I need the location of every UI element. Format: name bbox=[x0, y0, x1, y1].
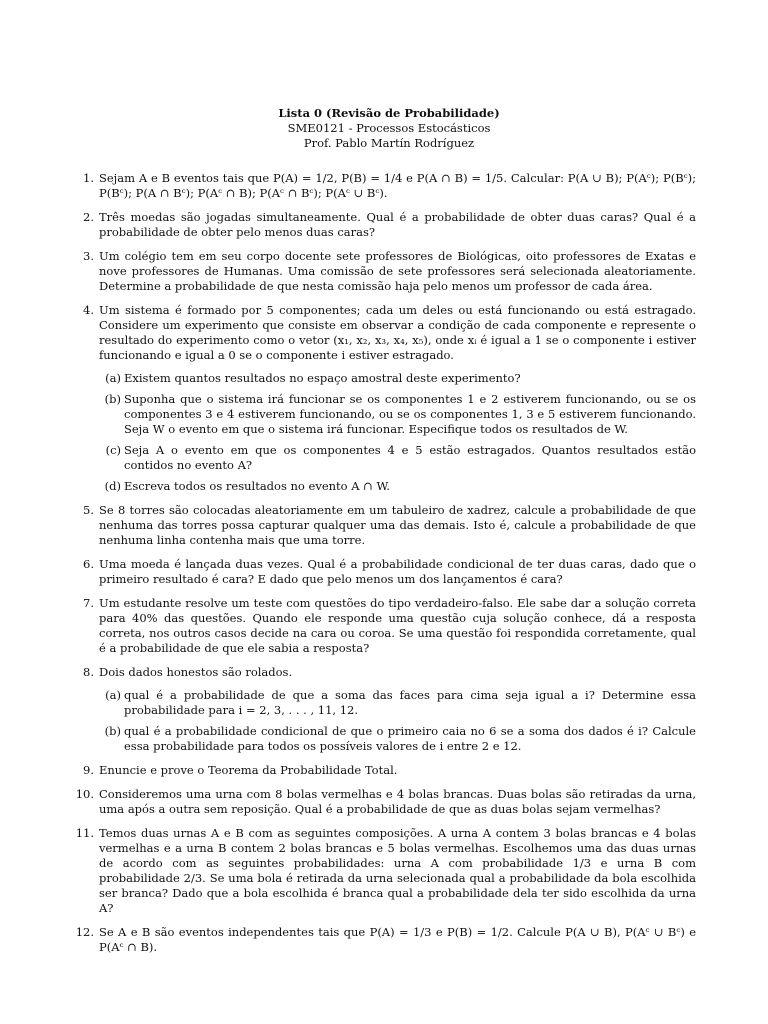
exercise-number: 3. bbox=[83, 249, 94, 263]
exercise-5 bbox=[82, 503, 696, 548]
exercise-7 bbox=[82, 596, 696, 656]
exercise-number: 9. bbox=[83, 763, 94, 777]
subitem-label: (d) bbox=[104, 479, 121, 493]
document-title: Lista 0 (Revisão de Probabilidade) bbox=[278, 106, 500, 120]
exercise-number: 6. bbox=[83, 557, 94, 571]
exercise-text: Se 8 torres são colocadas aleatoriamente em um tabuleiro de xadrez, calcule a probabilidade de que nenhuma das torres possa capturar qualquer uma das demais. Isto é, calcule a probabilidade de que nenhuma linha contenha mais que uma torre. bbox=[99, 503, 696, 547]
exercise-text: Uma moeda é lançada duas vezes. Qual é a probabilidade condicional de ter duas caras, dado que o primeiro resultado é cara? E dado que pelo menos um dos lançamentos é cara? bbox=[99, 557, 696, 586]
exercise-text: Enuncie e prove o Teorema da Probabilidade Total. bbox=[99, 763, 398, 777]
exercise-text: Um sistema é formado por 5 componentes; cada um deles ou está funcionando ou está estragado. Considere um experimento que consiste em observar a condição de cada componente e represente o resultado do experimento como o vetor (x₁, x₂, x₃, x₄, x₅), onde xᵢ é igual a 1 se o componente i estiver funcionando e igual a 0 se o componente i estiver estragado. bbox=[99, 303, 696, 362]
subitem-label: (a) bbox=[105, 371, 121, 385]
subitem-8a bbox=[99, 688, 696, 718]
course-name: SME0121 - Processos Estocásticos bbox=[287, 121, 491, 135]
exercise-4-subitems bbox=[99, 371, 696, 494]
exercise-10 bbox=[75, 787, 696, 817]
subitem-4b bbox=[99, 392, 696, 437]
exercise-text: Sejam A e B eventos tais que P(A) = 1/2, P(B) = 1/4 e P(A ∩ B) = 1/5. Calcular: P(A ∪ B); P(Aᶜ); P(Bᶜ); P(Bᶜ); P(A ∩ Bᶜ); P(Aᶜ ∩ B); P(Aᶜ ∩ Bᶜ); P(Aᶜ ∪ Bᶜ). bbox=[99, 171, 696, 200]
subitem-text: Suponha que o sistema irá funcionar se os componentes 1 e 2 estiverem funcionando, ou se os componentes 3 e 4 estiverem funcionando, ou se os componentes 1, 3 e 5 estiverem funcionando. Seja W o evento em que o sistema irá funcionar. Especifique todos os resultados de W. bbox=[124, 392, 696, 436]
subitem-text: Seja A o evento em que os componentes 4 e 5 estão estragados. Quantos resultados estão contidos no evento A? bbox=[124, 443, 696, 472]
exercise-6 bbox=[82, 557, 696, 587]
subitem-text: Existem quantos resultados no espaço amostral deste experimento? bbox=[124, 371, 521, 385]
subitem-8b bbox=[99, 724, 696, 754]
exercise-number: 5. bbox=[83, 503, 94, 517]
exercise-8-subitems bbox=[99, 688, 696, 754]
exercise-text: Um estudante resolve um teste com questões do tipo verdadeiro-falso. Ele sabe dar a solução correta para 40% das questões. Quando ele responde uma questão cuja solução conhece, dá a resposta correta, nos outros casos decide na cara ou coroa. Se uma questão foi respondida corretamente, qual é a probabilidade de que ele sabia a resposta? bbox=[99, 596, 696, 655]
exercise-number: 2. bbox=[83, 210, 94, 224]
subitem-label: (c) bbox=[105, 443, 121, 457]
document-header bbox=[82, 106, 696, 151]
subitem-4c bbox=[99, 443, 696, 473]
exercise-text: Consideremos uma urna com 8 bolas vermelhas e 4 bolas brancas. Duas bolas são retiradas da urna, uma após a outra sem reposição. Qual é a probabilidade de que as duas bolas sejam vermelhas? bbox=[99, 787, 696, 816]
exercise-number: 4. bbox=[83, 303, 94, 317]
professor-name: Prof. Pablo Martín Rodríguez bbox=[303, 136, 475, 150]
exercise-9 bbox=[82, 763, 696, 778]
exercise-number: 7. bbox=[83, 596, 94, 610]
exercise-8 bbox=[82, 665, 696, 754]
exercise-4 bbox=[82, 303, 696, 494]
exercise-3 bbox=[82, 249, 696, 294]
subitem-text: qual é a probabilidade de que a soma das faces para cima seja igual a i? Determine essa probabilidade para i = 2, 3, . . . , 11, 12. bbox=[124, 688, 696, 717]
exercise-text: Três moedas são jogadas simultaneamente. Qual é a probabilidade de obter duas caras? Qual é a probabilidade de obter pelo menos duas caras? bbox=[99, 210, 696, 239]
subitem-label: (b) bbox=[104, 392, 121, 406]
exercise-number: 12. bbox=[75, 925, 94, 939]
exercise-text: Se A e B são eventos independentes tais que P(A) = 1/3 e P(B) = 1/2. Calcule P(A ∪ B), P(Aᶜ ∪ Bᶜ) e P(Aᶜ ∩ B). bbox=[99, 925, 696, 954]
subitem-text: Escreva todos os resultados no evento A ∩ W. bbox=[124, 479, 390, 493]
exercise-text: Temos duas urnas A e B com as seguintes composições. A urna A contem 3 bolas brancas e 4 bolas vermelhas e a urna B contem 2 bolas brancas e 5 bolas vermelhas. Escolhemos uma das duas urnas de acordo com as seguintes probabilidades: urna A com probabilidade 1/3 e urna B com probabilidade 2/3. Se uma bola é retirada da urna selecionada qual a probabilidade da bola escolhida ser branca? Dado que a bola escolhida é branca qual a probabilidade dela ter sido escolhida da urna A? bbox=[99, 826, 696, 915]
exercise-number: 10. bbox=[75, 787, 94, 801]
subitem-label: (b) bbox=[104, 724, 121, 738]
exercise-list bbox=[75, 171, 696, 955]
exercise-text: Dois dados honestos são rolados. bbox=[99, 665, 293, 679]
subitem-4a bbox=[99, 371, 696, 386]
exercise-11 bbox=[75, 826, 696, 916]
exercise-text: Um colégio tem em seu corpo docente sete professores de Biológicas, oito professores de Exatas e nove professores de Humanas. Uma comissão de sete professores será selecionada aleatoriamente. Determine a probabilidade de que nesta comissão haja pelo menos um professor de cada área. bbox=[99, 249, 696, 293]
subitem-text: qual é a probabilidade condicional de que o primeiro caia no 6 se a soma dos dados é i? Calcule essa probabilidade para todos os possíveis valores de i entre 2 e 12. bbox=[124, 724, 696, 753]
exercise-number: 1. bbox=[83, 171, 94, 185]
exercise-1 bbox=[82, 171, 696, 201]
subitem-4d bbox=[99, 479, 696, 494]
exercise-2 bbox=[82, 210, 696, 240]
subitem-label: (a) bbox=[105, 688, 121, 702]
exercise-number: 11. bbox=[75, 826, 94, 840]
exercise-12 bbox=[75, 925, 696, 955]
exercise-number: 8. bbox=[83, 665, 94, 679]
